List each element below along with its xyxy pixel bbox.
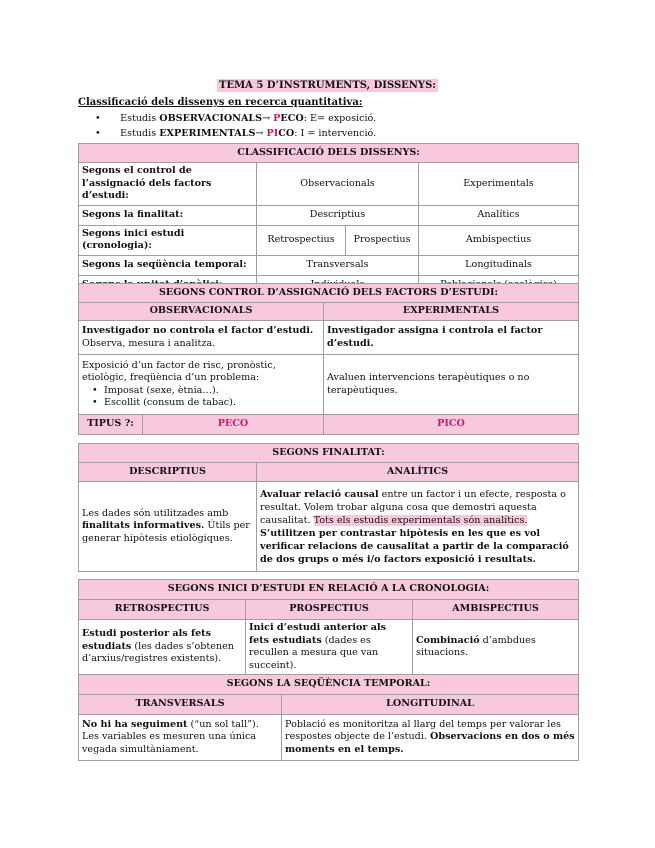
temporal-table (78, 674, 579, 761)
table-header: SEGONS INICI D’ESTUDI EN RELACIÓ A LA CRONOLOGIA: (79, 580, 579, 600)
subtitle: Classificació dels dissenys en recerca quantitativa: (78, 97, 363, 108)
table-row: No hi ha seguiment (“un sol tall”). Les variables es mesuren una única vegada simultàniament. Població es monitoritza al llarg del temps per valorar les respostes objecte de l’estudi. Observacions en dos o més moments en el temps. (79, 715, 579, 761)
table-header: CLASSIFICACIÓ DELS DISSENYS: (79, 144, 579, 163)
column-header: EXPERIMENTALS (324, 303, 579, 321)
column-header: PROSPECTIUS (246, 600, 413, 620)
cronologia-table (78, 579, 579, 675)
column-header: RETROSPECTIUS (79, 600, 246, 620)
column-header: AMBISPECTIUS (413, 600, 579, 620)
table-row: Exposició d’un factor de risc, pronòstic, etiològic, freqüència d’un problema: • Imposat (sexe, ètnia…). • Escollit (consum de tabac). Avaluen intervencions terapèutiques o no terapèutiques. (79, 355, 579, 415)
column-header: LONGITUDINAL (282, 695, 579, 715)
control-table (78, 283, 579, 435)
page-title: TEMA 5 D’INSTRUMENTS, DISSENYS: (219, 80, 436, 91)
column-header: ANALÍTICS (257, 463, 579, 482)
list-item: • Escollit (consum de tabac). (96, 397, 320, 410)
table-row: Investigador no controla el factor d’estudi. Observa, mesura i analitza. Investigador assigna i controla el factor d’estudi. (79, 321, 579, 355)
table-row: Segons la seqüència temporal: Transversals Longitudinals (79, 255, 579, 275)
table-row: Segons inici estudi (cronologia): Retrospectius Prospectius Ambispectius (79, 225, 579, 255)
table-row: TIPUS ?: PECO PICO (79, 415, 579, 435)
table-row: Estudi posterior als fets estudiats (les dades s’obtenen d’arxius/registres existents). Inici d’estudi anterior als fets estudiats (dades es recullen a mesura que van succeint). Combinació d’ambdues situacions. (79, 620, 579, 675)
list-item: • Imposat (sexe, ètnia…). (96, 385, 320, 398)
list-item: • Estudis EXPERIMENTALS→ PICO: I = intervenció. (95, 126, 376, 141)
column-header: TRANSVERSALS (79, 695, 282, 715)
finalitat-table (78, 443, 579, 572)
table-row: Les dades són utilitzades amb finalitats informatives. Útils per generar hipòtesis etiològiques. Avaluar relació causal entre un factor i un efecte, resposta o resultat. Volem trobar alguna cosa que demostri aquesta causalitat. Tots els estudis experimentals són analítics. S’utilitzen per contrastar hipòtesis en les que es vol verificar relacions de causalitat a partir de la comparació de dos grups o més i/o factors exposició i resultats. (79, 482, 579, 572)
list-item: • Estudis OBSERVACIONALS→ PECO: E= exposició. (95, 111, 376, 126)
design-type-list (95, 111, 376, 141)
table-header: SEGONS LA SEQÜÈNCIA TEMPORAL: (79, 675, 579, 695)
table-row: Segons la finalitat: Descriptius Analítics (79, 205, 579, 225)
classification-table (78, 143, 579, 296)
table-row: Segons el control de l’assignació dels factors d’estudi: Observacionals Experimentals (79, 163, 579, 206)
column-header: DESCRIPTIUS (79, 463, 257, 482)
table-header: SEGONS FINALITAT: (79, 444, 579, 463)
table-header: SEGONS CONTROL D’ASSIGNACIÓ DELS FACTORS D’ESTUDI: (79, 284, 579, 303)
column-header: OBSERVACIONALS (79, 303, 324, 321)
